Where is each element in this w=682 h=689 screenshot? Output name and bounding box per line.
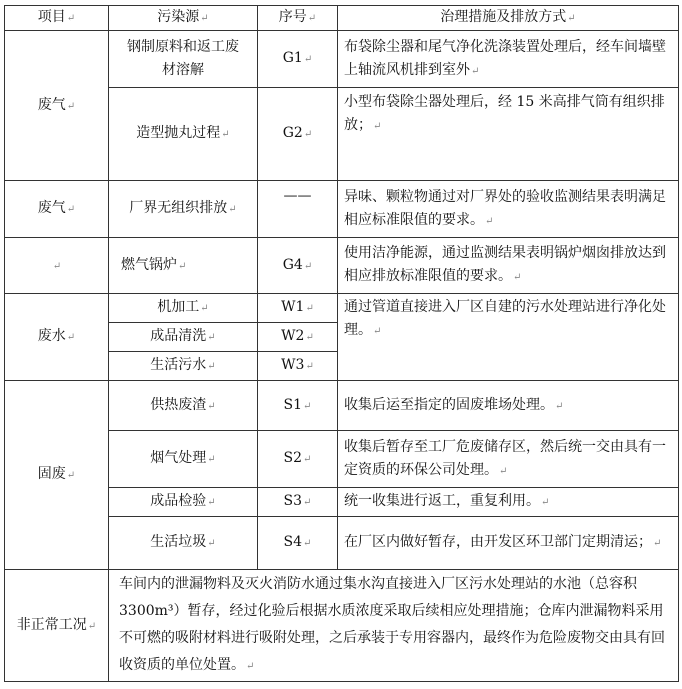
id-cell: G1↵	[258, 31, 338, 88]
table-header-row	[5, 6, 679, 31]
category-waste-water: 废水↵	[5, 294, 109, 381]
header-item: 项目↵	[5, 6, 109, 31]
measure-cell: 使用洁净能源，通过监测结果表明锅炉烟囱排放达到相应排放标准限值的要求。↵	[338, 238, 679, 294]
id-cell: G2↵	[258, 88, 338, 181]
source-cell: 成品检验↵	[109, 488, 258, 517]
source-cell: 烟气处理↵	[109, 431, 258, 488]
id-cell: S4↵	[258, 517, 338, 570]
category-solid-waste: 固废↵	[5, 381, 109, 570]
table-row	[5, 381, 679, 431]
measure-cell: 在厂区内做好暂存，由开发区环卫部门定期清运；↵	[338, 517, 679, 570]
category-waste-gas-fugitive: 废气↵	[5, 181, 109, 238]
measure-cell: 收集后运至指定的固废堆场处理。↵	[338, 381, 679, 431]
measure-cell: 通过管道直接进入厂区自建的污水处理站进行净化处理。↵	[338, 294, 679, 381]
id-cell: ——	[258, 181, 338, 238]
source-cell: 供热废渣↵	[109, 381, 258, 431]
table-row	[5, 31, 679, 88]
header-source: 污染源↵	[109, 6, 258, 31]
measure-cell: 小型布袋除尘器处理后，经 15 米高排气筒有组织排放；↵	[338, 88, 679, 181]
table-row	[5, 570, 679, 682]
pollution-control-table	[4, 5, 679, 682]
measure-cell: 收集后暂存至工厂危废储存区，然后统一交由具有一定资质的环保公司处理。↵	[338, 431, 679, 488]
header-measure: 治理措施及排放方式↵	[338, 6, 679, 31]
source-cell: 燃气锅炉↵	[109, 238, 258, 294]
category-empty: ↵	[5, 238, 109, 294]
source-cell: 钢制原料和返工废材溶解	[109, 31, 258, 88]
measure-cell: 统一收集进行返工，重复利用。↵	[338, 488, 679, 517]
category-abnormal: 非正常工况↵	[5, 570, 109, 682]
source-cell: 成品清洗↵	[109, 323, 258, 352]
source-cell: 造型抛丸过程↵	[109, 88, 258, 181]
id-cell: G4↵	[258, 238, 338, 294]
category-waste-gas: 废气↵	[5, 31, 109, 181]
source-cell: 生活污水↵	[109, 352, 258, 381]
id-cell: S1↵	[258, 381, 338, 431]
table-row	[5, 294, 679, 323]
id-cell: W1↵	[258, 294, 338, 323]
measure-cell: 布袋除尘器和尾气净化洗涤装置处理后，经车间墙壁上轴流风机排到室外↵	[338, 31, 679, 88]
id-cell: W3↵	[258, 352, 338, 381]
source-cell: 生活垃圾↵	[109, 517, 258, 570]
abnormal-measure-cell: 车间内的泄漏物料及灭火消防水通过集水沟直接进入厂区污水处理站的水池（总容积 3300m³）暂存，经过化验后根据水质浓度采取后续相应处理措施；仓库内泄漏物料采用不可燃的吸附材料进行吸附处理，之后承装于专用容器内，最终作为危险废物交由具有回收资质的单位处置。↵	[109, 570, 679, 682]
table-row	[5, 238, 679, 294]
id-cell: S2↵	[258, 431, 338, 488]
header-number: 序号↵	[258, 6, 338, 31]
source-cell: 机加工↵	[109, 294, 258, 323]
measure-cell: 异味、颗粒物通过对厂界处的验收监测结果表明满足相应标准限值的要求。↵	[338, 181, 679, 238]
id-cell: W2↵	[258, 323, 338, 352]
table-row	[5, 181, 679, 238]
source-cell: 厂界无组织排放↵	[109, 181, 258, 238]
id-cell: S3↵	[258, 488, 338, 517]
